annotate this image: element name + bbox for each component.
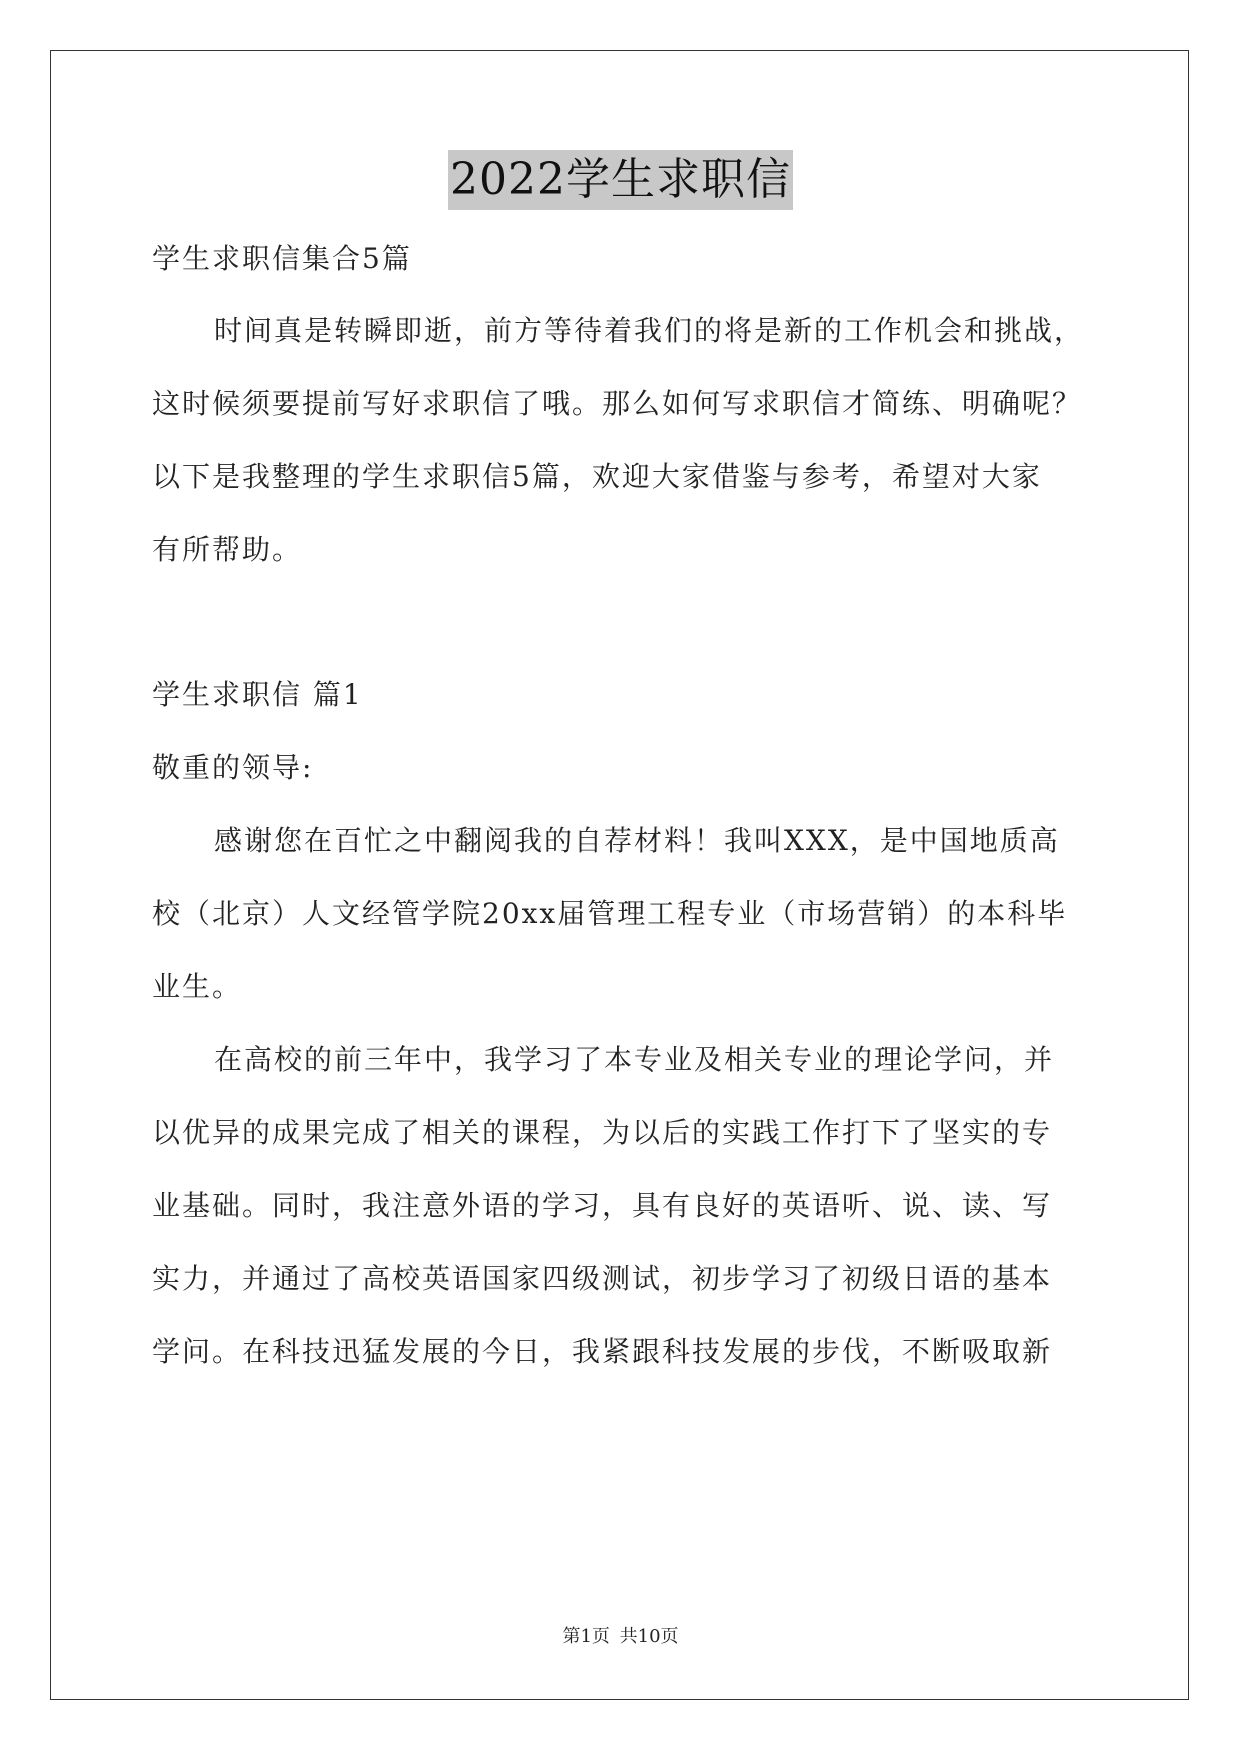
document-title: 2022学生求职信 [448,150,793,210]
intro-line: 这时候须要提前写好求职信了哦。那么如何写求职信才简练、明确呢？ [152,387,1083,420]
intro-line: 有所帮助。 [152,533,303,566]
intro-line: 时间真是转瞬即逝，前方等待着我们的将是新的工作机会和挑战， [214,314,1085,347]
body-line: 业基础。同时，我注意外语的学习，具有良好的英语听、说、读、写 [152,1189,1053,1222]
page-border [50,50,1189,1700]
body-line: 校（北京）人文经管学院20xx届管理工程专业（市场营销）的本科毕 [152,897,1068,930]
body-line: 业生。 [152,970,243,1003]
salutation: 敬重的领导: [152,751,314,784]
subtitle: 学生求职信集合5篇 [152,242,412,275]
page-number: 第1页 [562,1626,610,1647]
body-line: 以优异的成果完成了相关的课程，为以后的实践工作打下了坚实的专 [152,1116,1053,1149]
title-container [0,150,1241,210]
section-heading: 学生求职信 篇1 [152,678,363,711]
page-footer [0,1622,1241,1648]
body-line: 感谢您在百忙之中翻阅我的自荐材料！我叫XXX，是中国地质高 [214,824,1060,857]
intro-line: 以下是我整理的学生求职信5篇，欢迎大家借鉴与参考，希望对大家 [152,460,1042,493]
body-line: 在高校的前三年中，我学习了本专业及相关专业的理论学问，并 [214,1043,1055,1076]
body-line: 实力，并通过了高校英语国家四级测试，初步学习了初级日语的基本 [152,1262,1053,1295]
body-line: 学问。在科技迅猛发展的今日，我紧跟科技发展的步伐，不断吸取新 [152,1335,1053,1368]
page-total: 共10页 [619,1626,679,1647]
